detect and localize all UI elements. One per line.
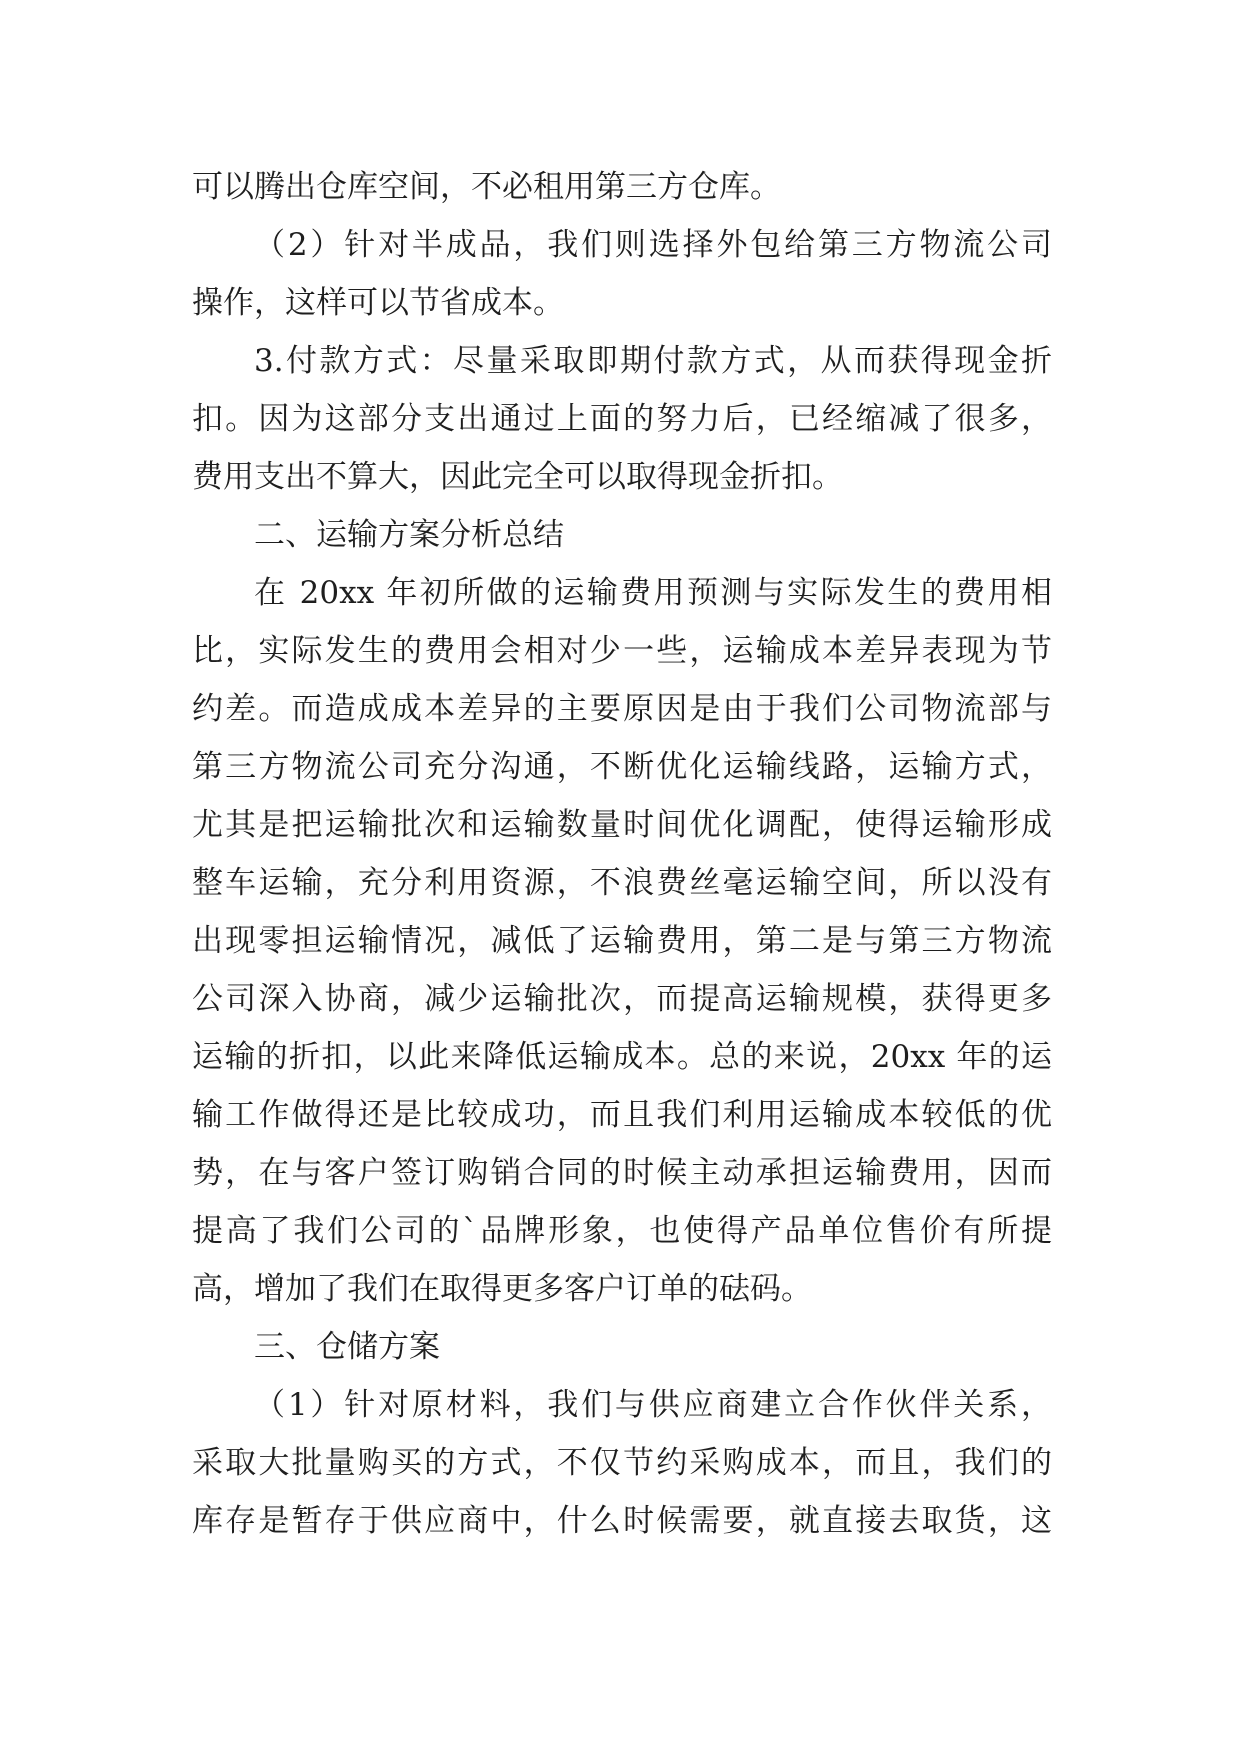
paragraph-line: 扣。因为这部分支出通过上面的努力后，已经缩减了很多， [192, 401, 1052, 437]
section-heading: 三、仓储方案 [254, 1329, 440, 1365]
paragraph-line: 3.付款方式：尽量采取即期付款方式，从而获得现金折 [254, 343, 1052, 379]
paragraph-line: 约差。而造成成本差异的主要原因是由于我们公司物流部与 [192, 691, 1052, 727]
paragraph-line: 尤其是把运输批次和运输数量时间优化调配，使得运输形成 [192, 807, 1052, 843]
paragraph-line: 高，增加了我们在取得更多客户订单的砝码。 [192, 1271, 812, 1307]
paragraph-line: 整车运输，充分利用资源，不浪费丝毫运输空间，所以没有 [192, 865, 1052, 901]
paragraph-line: 势，在与客户签订购销合同的时候主动承担运输费用，因而 [192, 1155, 1052, 1191]
section-heading: 二、运输方案分析总结 [254, 517, 564, 553]
paragraph-line: （2）针对半成品，我们则选择外包给第三方物流公司 [254, 227, 1052, 263]
paragraph-line: （1）针对原材料，我们与供应商建立合作伙伴关系， [254, 1387, 1052, 1423]
paragraph-line: 第三方物流公司充分沟通，不断优化运输线路，运输方式， [192, 749, 1052, 785]
paragraph-line: 可以腾出仓库空间，不必租用第三方仓库。 [192, 169, 781, 205]
paragraph-line: 在 20xx 年初所做的运输费用预测与实际发生的费用相 [254, 575, 1052, 611]
paragraph-line: 出现零担运输情况，减低了运输费用，第二是与第三方物流 [192, 923, 1052, 959]
paragraph-line: 费用支出不算大，因此完全可以取得现金折扣。 [192, 459, 843, 495]
document-body [192, 158, 1052, 1550]
paragraph-line: 比，实际发生的费用会相对少一些，运输成本差异表现为节 [192, 633, 1052, 669]
paragraph-line: 采取大批量购买的方式，不仅节约采购成本，而且，我们的 [192, 1445, 1052, 1481]
paragraph-line: 提高了我们公司的`品牌形象，也使得产品单位售价有所提 [192, 1213, 1052, 1249]
paragraph-line: 输工作做得还是比较成功，而且我们利用运输成本较低的优 [192, 1097, 1052, 1133]
paragraph-line: 运输的折扣，以此来降低运输成本。总的来说，20xx 年的运 [192, 1039, 1052, 1075]
paragraph-line: 操作，这样可以节省成本。 [192, 285, 564, 321]
paragraph-line: 公司深入协商，减少运输批次，而提高运输规模，获得更多 [192, 981, 1052, 1017]
paragraph-line: 库存是暂存于供应商中，什么时候需要，就直接去取货，这 [192, 1503, 1052, 1539]
